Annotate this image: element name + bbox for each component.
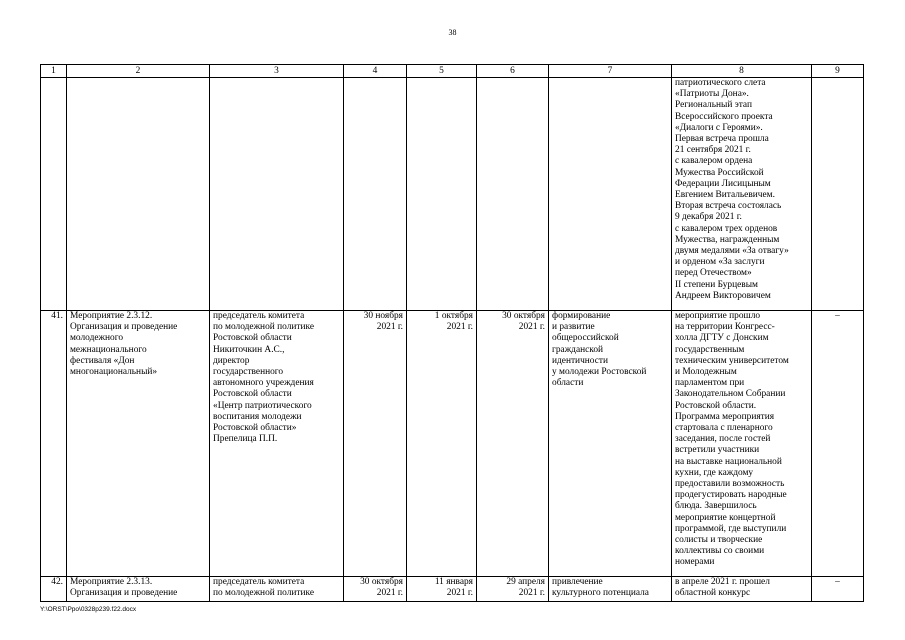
report-table xyxy=(40,64,864,602)
table-row xyxy=(41,311,864,577)
planned-date-cell: 30 ноября 2021 г. xyxy=(344,311,407,577)
goal-cell: формирование и развитие общероссийской гражданской идентичности у молодежи Ростовской области xyxy=(549,311,672,577)
table-row xyxy=(41,577,864,602)
table-row xyxy=(41,78,864,311)
header-cell: 8 xyxy=(672,65,812,78)
event-cell: Мероприятие 2.3.12. Организация и проведение молодежного межнационального фестиваля «Дон многонациональный» xyxy=(67,311,210,577)
end-date-cell: 30 октября 2021 г. xyxy=(477,311,549,577)
responsible-cell: председатель комитета по молодежной политике xyxy=(210,577,344,602)
header-cell: 2 xyxy=(67,65,210,78)
page-number: 38 xyxy=(448,28,457,37)
planned-date-cell: 30 октября 2021 г. xyxy=(344,577,407,602)
header-cell: 6 xyxy=(477,65,549,78)
header-cell: 3 xyxy=(210,65,344,78)
row-number: 42. xyxy=(41,577,67,602)
row-number: 41. xyxy=(41,311,67,577)
goal-cell: привлечение культурного потенциала xyxy=(549,577,672,602)
planned-date-cell xyxy=(344,78,407,311)
start-date-cell: 11 января 2021 г. xyxy=(407,577,477,602)
row-number xyxy=(41,78,67,311)
event-cell xyxy=(67,78,210,311)
responsible-cell xyxy=(210,78,344,311)
header-cell: 7 xyxy=(549,65,672,78)
note-cell: – xyxy=(812,577,864,602)
note-cell xyxy=(812,78,864,311)
header-cell: 4 xyxy=(344,65,407,78)
end-date-cell xyxy=(477,78,549,311)
header-cell: 9 xyxy=(812,65,864,78)
file-path-footer: Y:\ORST\Ppo\0328p239.f22.docx xyxy=(40,606,137,613)
result-cell: в апреле 2021 г. прошел областной конкурс xyxy=(672,577,812,602)
header-cell: 1 xyxy=(41,65,67,78)
header-cell: 5 xyxy=(407,65,477,78)
note-cell: – xyxy=(812,311,864,577)
end-date-cell: 29 апреля 2021 г. xyxy=(477,577,549,602)
responsible-cell: председатель комитета по молодежной политике Ростовской области Никиточкин А.С., директор государственного автономного учреждения Ростовской области «Центр патриотического воспитания молодежи Ростовской области» Препелица П.П. xyxy=(210,311,344,577)
event-cell: Мероприятие 2.3.13. Организация и проведение xyxy=(67,577,210,602)
table-header-row xyxy=(41,65,864,78)
goal-cell xyxy=(549,78,672,311)
start-date-cell: 1 октября 2021 г. xyxy=(407,311,477,577)
start-date-cell xyxy=(407,78,477,311)
result-cell: патриотического слета «Патриоты Дона». Региональный этап Всероссийского проекта «Диалоги с Героями». Первая встреча прошла 21 сентября 2021 г. с кавалером ордена Мужества Российской Федерации Лисицыным Евгением Витальевичем. Вторая встреча состоялась 9 декабря 2021 г. с кавалером трех орденов Мужества, награжденным двумя медалями «За отвагу» и орденом «За заслуги перед Отечеством» II степени Бурцевым Андреем Викторовичем xyxy=(672,78,812,311)
result-cell: мероприятие прошло на территории Конгресс- холла ДГТУ с Донским государственным техническим университетом и Молодежным парламентом при Законодательном Собрании Ростовской области. Программа мероприятия стартовала с пленарного заседания, после гостей встретили участники на выставке национальной кухни, где каждому предоставили возможность продегустировать народные блюда. Завершилось мероприятие концертной программой, где выступили солисты и творческие коллективы со своими номерами xyxy=(672,311,812,577)
